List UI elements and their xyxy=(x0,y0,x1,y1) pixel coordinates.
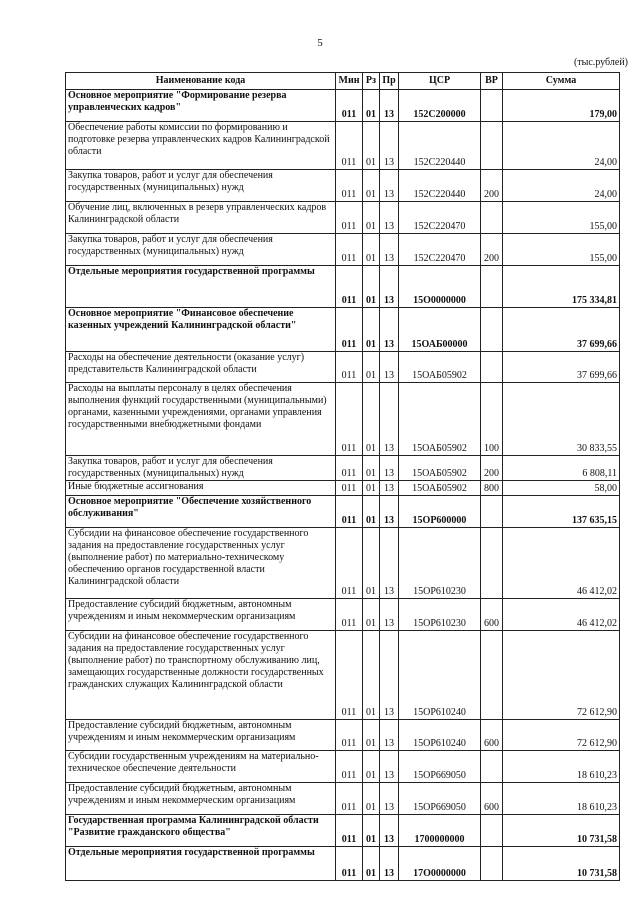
row-csr: 152С220470 xyxy=(399,202,481,234)
row-rz: 01 xyxy=(363,751,380,783)
table-row xyxy=(66,234,620,266)
row-min: 011 xyxy=(336,631,363,720)
row-csr: 15ОАБ00000 xyxy=(399,308,481,352)
row-rz: 01 xyxy=(363,599,380,631)
row-min: 011 xyxy=(336,496,363,528)
row-rz: 01 xyxy=(363,90,380,122)
row-name: Расходы на выплаты персоналу в целях обеспечения выполнения функций государственными (муниципальными) органами, казенными учреждениями, органами управления государственными внебюджетными фондами xyxy=(66,383,336,456)
row-vr xyxy=(481,90,503,122)
table-row xyxy=(66,308,620,352)
row-min: 011 xyxy=(336,599,363,631)
row-sum: 179,00 xyxy=(503,90,620,122)
row-vr xyxy=(481,751,503,783)
row-name: Предоставление субсидий бюджетным, автономным учреждениям и иным некоммерческим организациям xyxy=(66,783,336,815)
row-csr: 15ОР610230 xyxy=(399,599,481,631)
row-min: 011 xyxy=(336,456,363,481)
row-csr: 15ОР669050 xyxy=(399,751,481,783)
row-pr: 13 xyxy=(380,234,399,266)
table-row xyxy=(66,783,620,815)
row-vr: 200 xyxy=(481,170,503,202)
row-rz: 01 xyxy=(363,383,380,456)
row-csr: 152С200000 xyxy=(399,90,481,122)
header-csr: ЦСР xyxy=(399,73,481,90)
row-name: Субсидии на финансовое обеспечение государственного задания на предоставление государственных услуг (выполнение работ) по материально-техническому обеспечению органов государственной власти Калининградской области xyxy=(66,528,336,599)
row-rz: 01 xyxy=(363,631,380,720)
row-min: 011 xyxy=(336,751,363,783)
row-min: 011 xyxy=(336,234,363,266)
row-min: 011 xyxy=(336,783,363,815)
row-min: 011 xyxy=(336,528,363,599)
row-sum: 18 610,23 xyxy=(503,751,620,783)
row-min: 011 xyxy=(336,720,363,751)
row-csr: 15ОР610230 xyxy=(399,528,481,599)
row-vr: 600 xyxy=(481,783,503,815)
table-row xyxy=(66,528,620,599)
row-rz: 01 xyxy=(363,815,380,847)
row-name: Государственная программа Калининградской области "Развитие гражданского общества" xyxy=(66,815,336,847)
row-sum: 30 833,55 xyxy=(503,383,620,456)
row-name: Обучение лиц, включенных в резерв управленческих кадров Калининградской области xyxy=(66,202,336,234)
row-vr xyxy=(481,266,503,308)
table-row xyxy=(66,90,620,122)
table-row xyxy=(66,266,620,308)
row-sum: 46 412,02 xyxy=(503,528,620,599)
row-min: 011 xyxy=(336,847,363,881)
table-row xyxy=(66,170,620,202)
row-csr: 15ОР600000 xyxy=(399,496,481,528)
row-sum: 6 808,11 xyxy=(503,456,620,481)
header-rz: Рз xyxy=(363,73,380,90)
row-rz: 01 xyxy=(363,234,380,266)
row-csr: 15ОР610240 xyxy=(399,720,481,751)
row-rz: 01 xyxy=(363,170,380,202)
table-row xyxy=(66,631,620,720)
row-min: 011 xyxy=(336,122,363,170)
row-pr: 13 xyxy=(380,528,399,599)
row-sum: 10 731,58 xyxy=(503,815,620,847)
row-rz: 01 xyxy=(363,720,380,751)
row-csr: 1700000000 xyxy=(399,815,481,847)
row-sum: 137 635,15 xyxy=(503,496,620,528)
row-pr: 13 xyxy=(380,720,399,751)
table-row xyxy=(66,456,620,481)
row-csr: 15О0000000 xyxy=(399,266,481,308)
row-min: 011 xyxy=(336,90,363,122)
row-csr: 15ОАБ05902 xyxy=(399,481,481,496)
row-name: Расходы на обеспечение деятельности (оказание услуг) представительств Калининградской области xyxy=(66,352,336,383)
table-row xyxy=(66,847,620,881)
header-min: Мин xyxy=(336,73,363,90)
row-vr: 600 xyxy=(481,599,503,631)
unit-label: (тыс.рублей) xyxy=(573,57,628,68)
row-rz: 01 xyxy=(363,847,380,881)
row-pr: 13 xyxy=(380,783,399,815)
row-name: Закупка товаров, работ и услуг для обеспечения государственных (муниципальных) нужд xyxy=(66,170,336,202)
row-name: Предоставление субсидий бюджетным, автономным учреждениям и иным некоммерческим организациям xyxy=(66,599,336,631)
row-pr: 13 xyxy=(380,352,399,383)
row-csr: 15ОАБ05902 xyxy=(399,352,481,383)
row-pr: 13 xyxy=(380,202,399,234)
row-rz: 01 xyxy=(363,456,380,481)
row-pr: 13 xyxy=(380,266,399,308)
row-min: 011 xyxy=(336,266,363,308)
table-row xyxy=(66,599,620,631)
table-row xyxy=(66,496,620,528)
row-vr: 100 xyxy=(481,383,503,456)
row-pr: 13 xyxy=(380,170,399,202)
row-pr: 13 xyxy=(380,751,399,783)
row-pr: 13 xyxy=(380,90,399,122)
row-rz: 01 xyxy=(363,783,380,815)
row-name: Иные бюджетные ассигнования xyxy=(66,481,336,496)
row-name: Субсидии на финансовое обеспечение государственного задания на предоставление государственных услуг (выполнение работ) по транспортному обслуживанию лиц, замещающих государственные должности государственных гражданских служащих Калининградской области xyxy=(66,631,336,720)
row-min: 011 xyxy=(336,202,363,234)
row-name: Закупка товаров, работ и услуг для обеспечения государственных (муниципальных) нужд xyxy=(66,234,336,266)
row-rz: 01 xyxy=(363,122,380,170)
row-sum: 72 612,90 xyxy=(503,720,620,751)
row-vr xyxy=(481,122,503,170)
row-sum: 46 412,02 xyxy=(503,599,620,631)
row-name: Закупка товаров, работ и услуг для обеспечения государственных (муниципальных) нужд xyxy=(66,456,336,481)
header-sum: Сумма xyxy=(503,73,620,90)
row-rz: 01 xyxy=(363,202,380,234)
row-pr: 13 xyxy=(380,631,399,720)
row-sum: 175 334,81 xyxy=(503,266,620,308)
row-vr xyxy=(481,847,503,881)
row-rz: 01 xyxy=(363,496,380,528)
row-vr xyxy=(481,815,503,847)
row-name: Основное мероприятие "Формирование резерва управленческих кадров" xyxy=(66,90,336,122)
row-vr xyxy=(481,631,503,720)
row-name: Обеспечение работы комиссии по формированию и подготовке резерва управленческих кадров Калининградской области xyxy=(66,122,336,170)
row-sum: 24,00 xyxy=(503,122,620,170)
table-row xyxy=(66,751,620,783)
row-sum: 58,00 xyxy=(503,481,620,496)
row-csr: 17О0000000 xyxy=(399,847,481,881)
row-sum: 18 610,23 xyxy=(503,783,620,815)
row-sum: 155,00 xyxy=(503,234,620,266)
row-csr: 15ОР610240 xyxy=(399,631,481,720)
row-pr: 13 xyxy=(380,383,399,456)
row-vr xyxy=(481,496,503,528)
table-row xyxy=(66,720,620,751)
page-number: 5 xyxy=(317,37,323,49)
row-sum: 37 699,66 xyxy=(503,352,620,383)
row-vr xyxy=(481,308,503,352)
row-rz: 01 xyxy=(363,528,380,599)
row-min: 011 xyxy=(336,308,363,352)
row-name: Субсидии государственным учреждениям на материально-техническое обеспечение деятельности xyxy=(66,751,336,783)
row-name: Отдельные мероприятия государственной программы xyxy=(66,847,336,881)
row-vr: 200 xyxy=(481,234,503,266)
row-pr: 13 xyxy=(380,496,399,528)
row-min: 011 xyxy=(336,383,363,456)
row-vr xyxy=(481,528,503,599)
row-pr: 13 xyxy=(380,815,399,847)
row-rz: 01 xyxy=(363,352,380,383)
table-row xyxy=(66,202,620,234)
row-vr: 600 xyxy=(481,720,503,751)
row-sum: 72 612,90 xyxy=(503,631,620,720)
table-row xyxy=(66,352,620,383)
row-pr: 13 xyxy=(380,456,399,481)
row-pr: 13 xyxy=(380,599,399,631)
table-row xyxy=(66,815,620,847)
row-rz: 01 xyxy=(363,308,380,352)
row-min: 011 xyxy=(336,481,363,496)
table-row xyxy=(66,122,620,170)
row-csr: 15ОР669050 xyxy=(399,783,481,815)
row-name: Основное мероприятие "Обеспечение хозяйственного обслуживания" xyxy=(66,496,336,528)
budget-table xyxy=(65,72,620,881)
header-name: Наименование кода xyxy=(66,73,336,90)
row-sum: 155,00 xyxy=(503,202,620,234)
row-name: Основное мероприятие "Финансовое обеспечение казенных учреждений Калининградской области" xyxy=(66,308,336,352)
row-min: 011 xyxy=(336,170,363,202)
row-rz: 01 xyxy=(363,481,380,496)
header-pr: Пр xyxy=(380,73,399,90)
row-rz: 01 xyxy=(363,266,380,308)
row-min: 011 xyxy=(336,815,363,847)
row-min: 011 xyxy=(336,352,363,383)
row-pr: 13 xyxy=(380,122,399,170)
row-csr: 152С220440 xyxy=(399,122,481,170)
row-name: Отдельные мероприятия государственной программы xyxy=(66,266,336,308)
row-name: Предоставление субсидий бюджетным, автономным учреждениям и иным некоммерческим организациям xyxy=(66,720,336,751)
row-pr: 13 xyxy=(380,481,399,496)
row-vr xyxy=(481,202,503,234)
row-csr: 152С220470 xyxy=(399,234,481,266)
row-sum: 10 731,58 xyxy=(503,847,620,881)
row-pr: 13 xyxy=(380,308,399,352)
row-vr: 200 xyxy=(481,456,503,481)
row-sum: 24,00 xyxy=(503,170,620,202)
table-row xyxy=(66,481,620,496)
row-vr xyxy=(481,352,503,383)
table-header-row xyxy=(66,73,620,90)
header-vr: ВР xyxy=(481,73,503,90)
row-pr: 13 xyxy=(380,847,399,881)
row-csr: 15ОАБ05902 xyxy=(399,383,481,456)
row-csr: 152С220440 xyxy=(399,170,481,202)
row-csr: 15ОАБ05902 xyxy=(399,456,481,481)
row-vr: 800 xyxy=(481,481,503,496)
table-row xyxy=(66,383,620,456)
row-sum: 37 699,66 xyxy=(503,308,620,352)
